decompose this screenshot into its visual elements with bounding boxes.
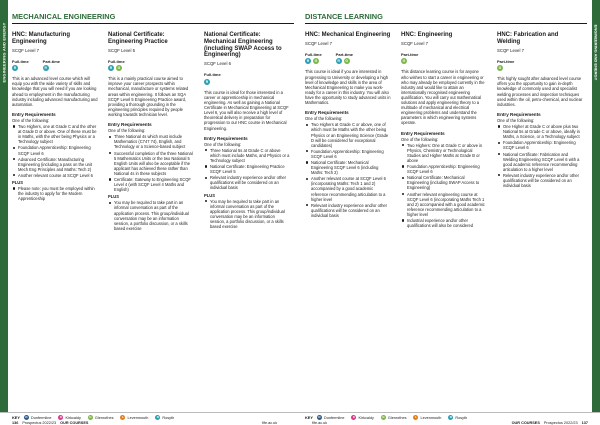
- prospectus-label-right: Prospectus 2022/23: [543, 420, 578, 425]
- requirements-list: [305, 122, 391, 218]
- campus-badges: [497, 65, 514, 71]
- section-header-right: [305, 12, 587, 24]
- scqf-level: SCQF Level 5: [108, 47, 135, 53]
- key-campus-name: Levenmouth: [420, 415, 442, 420]
- key-campus-name: Dunfermline: [31, 415, 52, 420]
- requirement-item: Three National 5s at Grade C or above which must include Maths, and Physics or a Technology subject: [204, 148, 290, 163]
- campus-badge: R: [337, 59, 340, 64]
- course-column: [12, 32, 98, 202]
- study-mode: [305, 52, 322, 65]
- course-description: This is an advanced level course which will equip you with the wide variety of skills and knowledge that you will need if you are looking ahead to employment in the manufacturing industry including advanced manufacturing and automation.: [12, 76, 98, 107]
- study-mode: [108, 59, 125, 72]
- plus-list: [108, 200, 194, 231]
- requirement-item: National Certificate: Engineering Practice SCQF Level 5: [204, 164, 290, 174]
- requirement-item: Relevant industry experience and/or other qualifications will be considered on an individual basis: [204, 175, 290, 190]
- study-mode: [204, 72, 221, 85]
- key-campus-name: Glenrothes: [94, 415, 114, 420]
- requirement-item: Another relevant course at SCQF Level 6 (incorporating Maths: Tech 1 and 2) accompanied by a good academic reference recommending articulation to a higher level: [305, 176, 391, 201]
- study-mode-label: Full-time: [108, 58, 125, 64]
- entry-requirements-heading: Entry Requirements: [204, 135, 248, 141]
- entry-requirements-heading: Entry Requirements: [12, 111, 56, 117]
- requirements-list: [497, 124, 583, 188]
- course-column: [108, 32, 194, 232]
- key-badge: L: [122, 415, 124, 419]
- campus-badge: G: [402, 59, 406, 64]
- campus-badge: R: [205, 79, 209, 84]
- study-modes: [108, 59, 194, 72]
- section-header-left: [12, 12, 294, 24]
- course-description: This is a mainly practical course aimed to improve your career prospects within mechanical, manufacture or systems related areas within engineering. It follows an SQA SCQF Level 5 Engineering Practice award, providing a thorough grounding in the engineering principles required by people working towards technician level.: [108, 76, 189, 117]
- prospectus-label-left: Prospectus 2022/23: [22, 420, 57, 425]
- study-modes: [305, 52, 391, 65]
- key-campus-name: Rosyth: [455, 415, 468, 420]
- key-label: KEY: [12, 415, 20, 420]
- requirement-item: Foundation Apprenticeship: Engineering SCQF Level 6: [497, 140, 583, 150]
- key-campus-name: Dunfermline: [324, 415, 345, 420]
- course-description: This course is ideal for those interested in a career or apprenticeship in mechanical engineering. As well as gaining a National Certificate in Mechanical Engineering at SCQF Level 6, you will also receive a high level of theoretical delivery in preparation for progression to our HNC course in Mechanical Engineering.: [204, 89, 289, 131]
- requirement-item: National Certificate: Mechanical Engineering (including SWAP Access to Engineering): [401, 175, 487, 190]
- study-mode-label: Full-time: [12, 58, 29, 64]
- study-mode-label: Part-time: [401, 51, 419, 57]
- course-title: HNC: Fabrication and Welding: [497, 32, 559, 45]
- scqf-level: SCQF Level 7: [497, 47, 524, 53]
- footer-url-left[interactable]: [262, 420, 277, 425]
- course-title: HNC: Manufacturing Engineering: [12, 32, 70, 45]
- our-courses-left: OUR COURSES: [60, 420, 89, 425]
- section-title-mechanical-engineering: MECHANICAL ENGINEERING: [12, 12, 116, 21]
- key-label: KEY: [305, 415, 313, 420]
- right-side-tab: [592, 0, 600, 412]
- requirement-item: Foundation Apprenticeship: Engineering SCQF Level 6: [12, 145, 98, 155]
- requirement-item: Advanced Certificate: Manufacturing Engineering (including a pass on the unit Mech Eng Principles and Maths: Tech 2): [12, 157, 98, 172]
- requirement-item: Two Highers: One at Grade C or above in Physics, Chemistry or Technological Studies and Higher Maths at Grade B or above: [401, 143, 487, 163]
- key-campus-name: Glenrothes: [387, 415, 407, 420]
- footer-left: [12, 420, 88, 425]
- course-column: [305, 32, 391, 219]
- entry-requirements-heading: Entry Requirements: [108, 122, 152, 128]
- entry-intro: One of the following:: [497, 117, 535, 123]
- plus-label: PLUS: [204, 192, 215, 198]
- campus-badge: R: [306, 59, 310, 64]
- entry-requirements-heading: Entry Requirements: [305, 110, 349, 116]
- key-badge: D: [25, 415, 28, 419]
- website-link-right[interactable]: fife.ac.uk: [312, 420, 328, 425]
- entry-intro: One of the following:: [401, 136, 439, 142]
- key-campus-name: Kirkcaldy: [358, 415, 374, 420]
- plus-list: [12, 186, 98, 201]
- page-number-left: 136: [12, 420, 19, 425]
- requirements-list: [108, 134, 194, 192]
- course-column: [401, 32, 487, 229]
- entry-requirements-heading: Entry Requirements: [497, 111, 541, 117]
- requirement-item: Another relevant course at SCQF Level 6: [12, 173, 98, 178]
- plus-label: PLUS: [12, 179, 23, 185]
- plus-label: PLUS: [108, 194, 119, 200]
- section-title-distance-learning: DISTANCE LEARNING: [305, 12, 383, 21]
- campus-badge: G: [117, 66, 121, 71]
- study-mode-label: Full-time: [204, 72, 221, 78]
- requirements-list: [12, 124, 98, 178]
- study-mode: [43, 59, 60, 72]
- campus-badge: G: [345, 59, 348, 64]
- course-description: This course is ideal if you are interested in progressing to University or developing a high level of knowledge and skills in the area of Mechanical Engineering to make you work-ready for a career in this industry. You will also have the opportunity to study advanced units in Mathematics.: [305, 69, 391, 106]
- course-title: National Certificate: Engineering Practice: [108, 32, 168, 45]
- course-title: HNC: Engineering: [401, 32, 453, 38]
- course-title: HNC: Mechanical Engineering: [305, 32, 391, 38]
- scqf-level: SCQF Level 7: [12, 47, 39, 53]
- course-description: This highly sought after advanced level course offers you the opportunity to gain in-depth knowledge of commonly used and specialist welding processes and inspection techniques used within the oil, petro-chemical, and nuclear industries.: [497, 76, 583, 107]
- course-description: This distance learning course is for anyone who wishes to start a career in engineering or who may already be employed currently in the industry and would like to attain an internationally recognised engineering qualification. You will carry out mathematical solutions and apply engineering theory to a multitude of mechanical and electrical engineering problems and understand the parameters in which engineering systems operate.: [401, 69, 485, 126]
- requirements-list: [401, 143, 487, 229]
- entry-intro: One of the following:: [108, 128, 146, 134]
- left-side-tab: [0, 0, 8, 412]
- requirement-item: Relevant industry experience and/or other qualifications will be considered on an individual basis: [305, 203, 391, 218]
- footer-right: [512, 420, 588, 425]
- study-mode: [401, 52, 418, 65]
- key-badge: L: [415, 415, 417, 419]
- study-modes: [497, 59, 583, 72]
- plus-item: Please note: you must be employed within the industry to apply for the Modern Apprenticeship: [12, 186, 98, 201]
- key-badge: K: [59, 415, 63, 419]
- study-modes: [204, 72, 290, 85]
- campus-badges: [336, 58, 353, 64]
- key-badge: D: [318, 415, 321, 419]
- entry-intro: One of the following:: [305, 116, 343, 122]
- key-campus-name: Levenmouth: [127, 415, 149, 420]
- requirements-list: [204, 148, 290, 191]
- course-column: [204, 32, 290, 230]
- campus-badges: [305, 58, 322, 64]
- requirement-item: Industrial experience and/or other qualifications will also be considered: [401, 218, 487, 228]
- campus-badges: [204, 79, 221, 85]
- key-campus-name: Rosyth: [162, 415, 175, 420]
- requirement-item: Two Highers at Grade C or above, one of which must be Maths with the other being Physics or an Engineering Science (Grade D will be considered for exceptional candidates): [305, 122, 391, 147]
- campus-badge: G: [314, 59, 318, 64]
- campus-badges: [12, 65, 29, 71]
- campus-key-right: [305, 415, 472, 420]
- page-number-right: 137: [581, 420, 588, 425]
- website-link-left[interactable]: fife.ac.uk: [262, 420, 278, 425]
- requirement-item: Another relevant engineering course at SCQF Level 6 (incorporating Maths Tech 1 and 2) accompanied with a good academic reference recommending articulation to a higher level: [401, 192, 487, 217]
- left-side-tab-label: ENGINEERING AND ENERGY: [1, 22, 7, 83]
- key-badge: G: [382, 415, 385, 419]
- key-badge: G: [89, 415, 92, 419]
- campus-badge: R: [44, 66, 47, 71]
- key-badge: R: [449, 415, 452, 419]
- requirement-item: One Higher at Grade C or above plus two National 5s at Grade C or above, ideally in Maths, a Science, or a Technology subject: [497, 124, 583, 139]
- course-title: National Certificate: Mechanical Engineering (including SWAP Access to Engineering): [204, 32, 282, 59]
- plus-list: [204, 199, 290, 230]
- entry-intro: One of the following:: [204, 141, 242, 147]
- requirement-item: Three National 4s which must include Mathematics (C747 74), English, and Technology or a Science-based subject: [108, 134, 194, 149]
- study-mode: [12, 59, 29, 72]
- plus-item: You may be required to take part in an informal conversation as part of the application process. This group/individual conversation may be an information session, a portfolio discussion, or a skills based exercise: [204, 199, 290, 230]
- entry-requirements-heading: Entry Requirements: [401, 130, 445, 136]
- right-side-tab-label: ENGINEERING AND ENERGY: [593, 24, 599, 81]
- study-mode-label: Part-time: [497, 58, 515, 64]
- campus-badges: [108, 65, 125, 71]
- key-campus-name: Kirkcaldy: [65, 415, 81, 420]
- study-mode: [336, 52, 353, 65]
- footer-url-right[interactable]: [312, 420, 327, 425]
- course-column: [497, 32, 583, 189]
- study-mode: [497, 59, 514, 72]
- campus-badge: R: [13, 66, 17, 71]
- campus-badge: R: [109, 66, 113, 71]
- scqf-level: SCQF Level 7: [305, 40, 332, 46]
- requirement-item: National Certificate: Fabrication and Welding Engineering SCQF Level 6 with a good academic reference recommending articulation to a higher level: [497, 152, 583, 172]
- study-modes: [12, 59, 98, 72]
- study-modes: [401, 52, 487, 65]
- plus-item: You may be required to take part in an informal conversation as part of the application process. This group/individual conversation may be an information session, a portfolio discussion, or a skills based exercise: [108, 200, 194, 231]
- campus-badge: G: [498, 66, 502, 71]
- requirement-item: Foundation Apprenticeship: Engineering SCQF Level 6: [305, 149, 391, 159]
- scqf-level: SCQF Level 6: [204, 61, 231, 67]
- campus-badges: [401, 58, 418, 64]
- key-badge: K: [352, 415, 356, 419]
- page-footer: [0, 412, 600, 425]
- requirement-item: Two Highers, one at Grade C and the other at Grade D or above. One of these must be in Maths, with the other being Physics or a Technology subject: [12, 124, 98, 144]
- key-badge: R: [156, 415, 159, 419]
- scqf-level: SCQF Level 7: [401, 40, 428, 46]
- study-mode-label: Full-time: [305, 51, 322, 57]
- campus-badges: [43, 65, 60, 71]
- study-mode-label: Part-time: [335, 51, 354, 57]
- requirement-item: National Certificate: Mechanical Engineering SCQF Level 6 (including Maths: Tech 2): [305, 160, 391, 175]
- requirement-item: Certificate: Gateway to Engineering SCQF Level 4 (with SCQF Level 4 Maths and English): [108, 177, 194, 192]
- requirement-item: Relevant industry experience and/or other qualifications will be considered on an individual basis: [497, 173, 583, 188]
- entry-intro: One of the following:: [12, 117, 50, 123]
- requirement-item: Successful completion of the three National 5 Mathematics Units or the two National 5 English Units will also be acceptable if the applicant has achieved these rather than National 4s in these subjects: [108, 151, 194, 176]
- study-mode-label: Part-time: [42, 58, 61, 64]
- our-courses-right: OUR COURSES: [511, 420, 540, 425]
- requirement-item: Foundation Apprenticeship: Engineering SCQF Level 6: [401, 164, 487, 174]
